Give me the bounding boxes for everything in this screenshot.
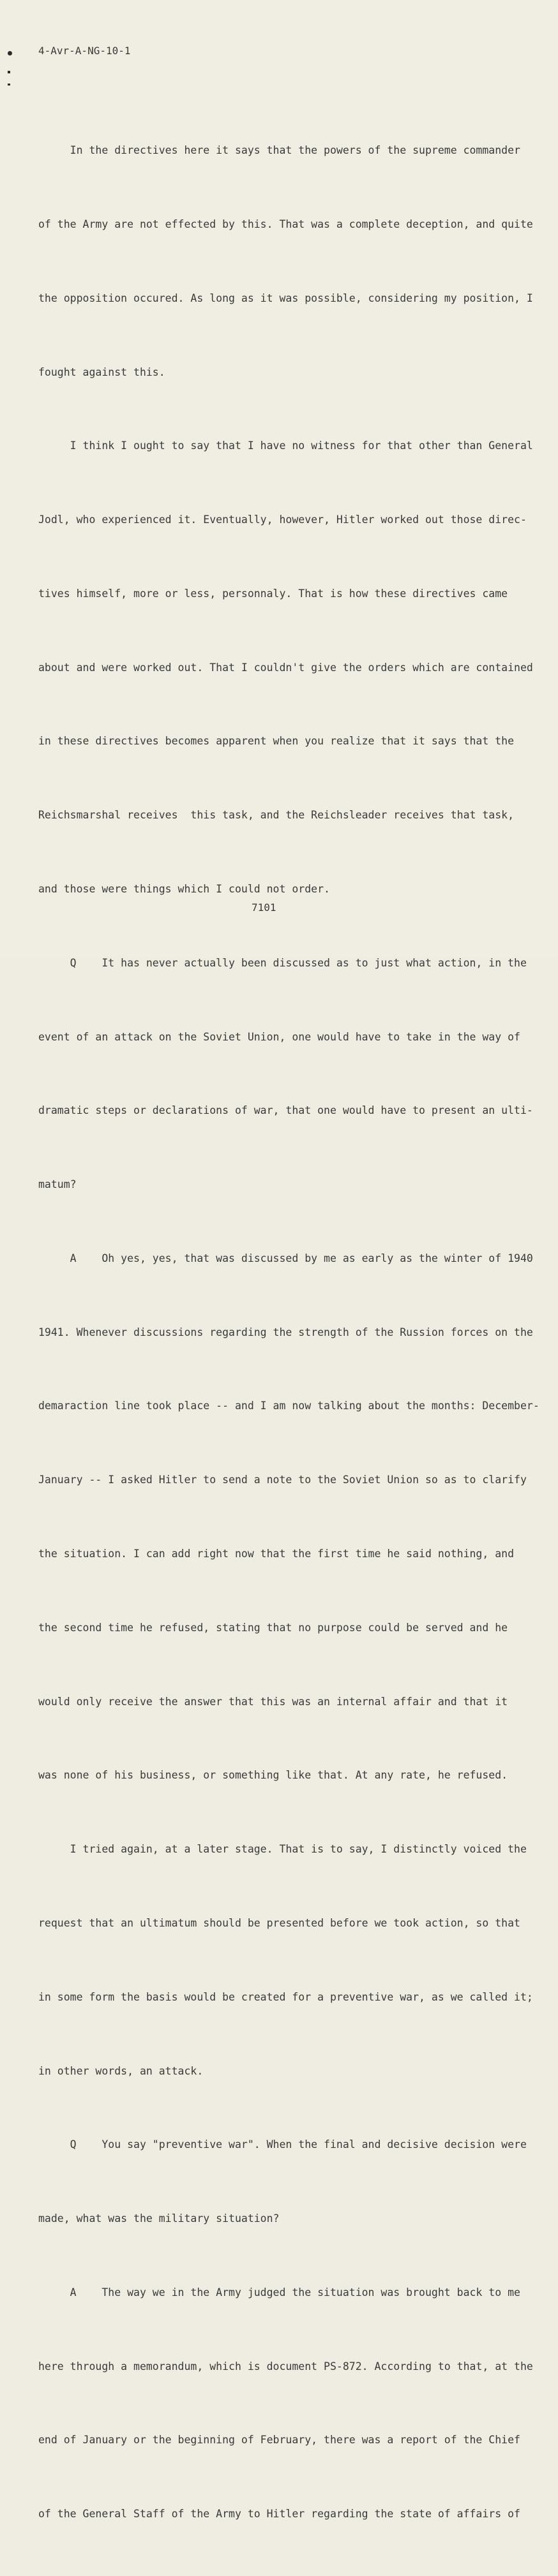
text-line: A Oh yes, yes, that was discussed by me as early as the winter of 1940 — [38, 1252, 533, 1264]
text-line: here through a memorandum, which is document PS-872. According to that, at the — [38, 2360, 533, 2372]
text-line: tives himself, more or less, personnaly. That is how these directives came — [38, 587, 508, 600]
text-line: would only receive the answer that this was an internal affair and that it — [38, 1695, 508, 1708]
text-line: and those were things which I could not order. — [38, 883, 330, 895]
text-line: fought against this. — [38, 366, 165, 378]
text-line: Q It has never actually been discussed as to just what action, in the — [38, 956, 527, 969]
text-line: A The way we in the Army judged the situation was brought back to me — [38, 2286, 520, 2298]
text-line: I think I ought to say that I have no witness for that other than General — [38, 440, 533, 452]
text-line: Q You say "preventive war". When the final and decisive decision were — [38, 2138, 527, 2151]
text-line: in other words, an attack. — [38, 2064, 204, 2077]
text-line: event of an attack on the Soviet Union, one would have to take in the way of — [38, 1030, 520, 1043]
text-line: dramatic steps or declarations of war, that one would have to present an ulti- — [38, 1104, 533, 1117]
text-line: was none of his business, or something like that. At any rate, he refused. — [38, 1769, 508, 1782]
text-line: Reichsmarshal receives this task, and the Reichsleader receives that task, — [38, 809, 515, 822]
text-line: matum? — [38, 1178, 77, 1191]
text-line: made, what was the military situation? — [38, 2212, 280, 2225]
margin-tick-mark — [8, 71, 10, 73]
text-line: of the General Staff of the Army to Hitler regarding the state of affairs of — [38, 2508, 520, 2520]
text-line: demaraction line took place -- and I am now talking about the months: December- — [38, 1400, 539, 1412]
text-line: in these directives becomes apparent when you realize that it says that the — [38, 735, 515, 748]
document-id: 4-Avr-A-NG-10-1 — [38, 45, 131, 57]
text-line: the opposition occured. As long as it was possible, considering my position, I — [38, 292, 533, 304]
text-line: request that an ultimatum should be presented before we took action, so that — [38, 1916, 520, 1929]
text-line: 1941. Whenever discussions regarding the strength of the Russion forces on the — [38, 1326, 533, 1338]
margin-tick-mark — [8, 84, 10, 85]
page-number: 7101 — [252, 901, 276, 914]
margin-dot-mark — [8, 51, 12, 56]
text-line: In the directives here it says that the powers of the supreme commander — [38, 144, 520, 157]
text-line: January -- I asked Hitler to send a note to the Soviet Union so as to clarify — [38, 1474, 527, 1486]
text-line: the second time he refused, stating that no purpose could be served and he — [38, 1621, 508, 1634]
text-line: end of January or the beginning of February, there was a report of the Chief — [38, 2434, 520, 2446]
text-line: Jodl, who experienced it. Eventually, however, Hitler worked out those direc- — [38, 514, 527, 526]
text-line: I tried again, at a later stage. That is to say, I distinctly voiced the — [38, 1843, 527, 1856]
text-line: the situation. I can add right now that the first time he said nothing, and — [38, 1548, 515, 1560]
text-line: in some form the basis would be created for a preventive war, as we called it; — [38, 1990, 533, 2003]
text-line: about and were worked out. That I couldn't give the orders which are contained — [38, 661, 533, 674]
transcript-body — [38, 89, 539, 2576]
text-line: of the Army are not effected by this. That was a complete deception, and quite — [38, 218, 533, 230]
